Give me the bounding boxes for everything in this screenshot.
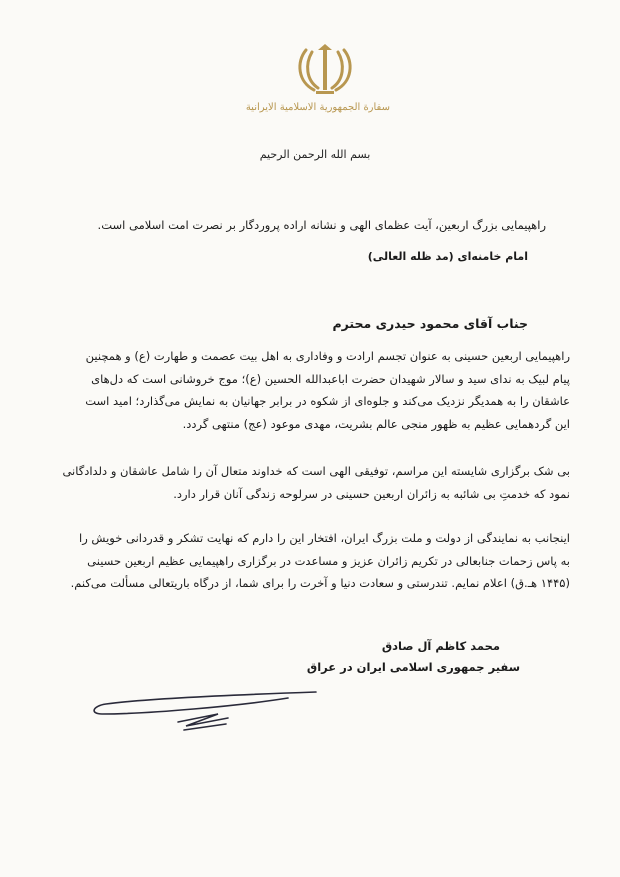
body-paragraph-2 <box>60 460 570 505</box>
paragraph-line: نمود که خدمتِ بی شائبه به زائران اربعین حسینی در سرلوحه زندگی آنان قرار دارد. <box>173 486 570 501</box>
paragraph-line: بی شک برگزاری شایسته این مراسم، توفیقی الهی است که خداوند متعال آن را شامل عاشقان و دلدادگانی <box>62 464 570 478</box>
paragraph-line: پیام لبیک به ندای سید و سالار شهیدان حضرت اباعبدالله الحسین (ع)؛ موج خروشانی است که دل‌های <box>91 371 570 386</box>
paragraph-line: راهپیمایی اربعین حسینی به عنوان تجسم ارادت و وفاداری به اهل بیت عصمت و طهارت (ع) و همچنین <box>85 349 570 363</box>
body-paragraph-3 <box>60 527 570 595</box>
signer-title: سفیر جمهوری اسلامی ایران در عراق <box>306 660 520 674</box>
recipient-salutation: جناب آقای محمود حیدری محترم <box>332 316 528 331</box>
signer-name: محمد کاظم آل صادق <box>381 639 500 653</box>
paragraph-line: این گردهمایی عظیم به ظهور منجی عالم بشریت، مهدی موعود (عج) منتهی گردد. <box>182 416 570 431</box>
handwritten-signature-icon <box>88 684 320 740</box>
paragraph-line: عاشقان را به همدیگر نزدیک می‌کند و جلوه‌ای از شکوه در برابر جهانیان به نمایش می‌گذارد؛ امید است <box>85 394 570 408</box>
iran-emblem-icon <box>294 42 356 96</box>
quote-author: امام خامنه‌ای (مد ظله العالی) <box>367 250 528 263</box>
basmala: بسم الله الرحمن الرحیم <box>259 148 371 161</box>
paragraph-line: به پاس زحمات جنابعالی در تکریم زائران عزیز و مساعدت در برگزاری راهپیمایی عظیم اربعین حسینی <box>87 553 570 568</box>
emblem-caption: سفارة الجمهورية الاسلامية الايرانية <box>245 102 390 113</box>
body-paragraph-1 <box>60 345 570 435</box>
opening-quote: راهپیمایی بزرگ اربعین، آیت عظمای الهی و نشانه اراده پروردگار بر نصرت امت اسلامی است. <box>97 218 546 232</box>
paragraph-line: (۱۴۴۵ هـ.ق) اعلام نمایم. تندرستی و سعادت دنیا و آخرت را برای شما، از درگاه باریتعالی مسألت می‌کنم. <box>70 576 570 590</box>
paragraph-line: اینجانب به نمایندگی از دولت و ملت بزرگ ایران، افتخار این را دارم که نهایت تشکر و قدردانی خویش را <box>79 531 570 545</box>
